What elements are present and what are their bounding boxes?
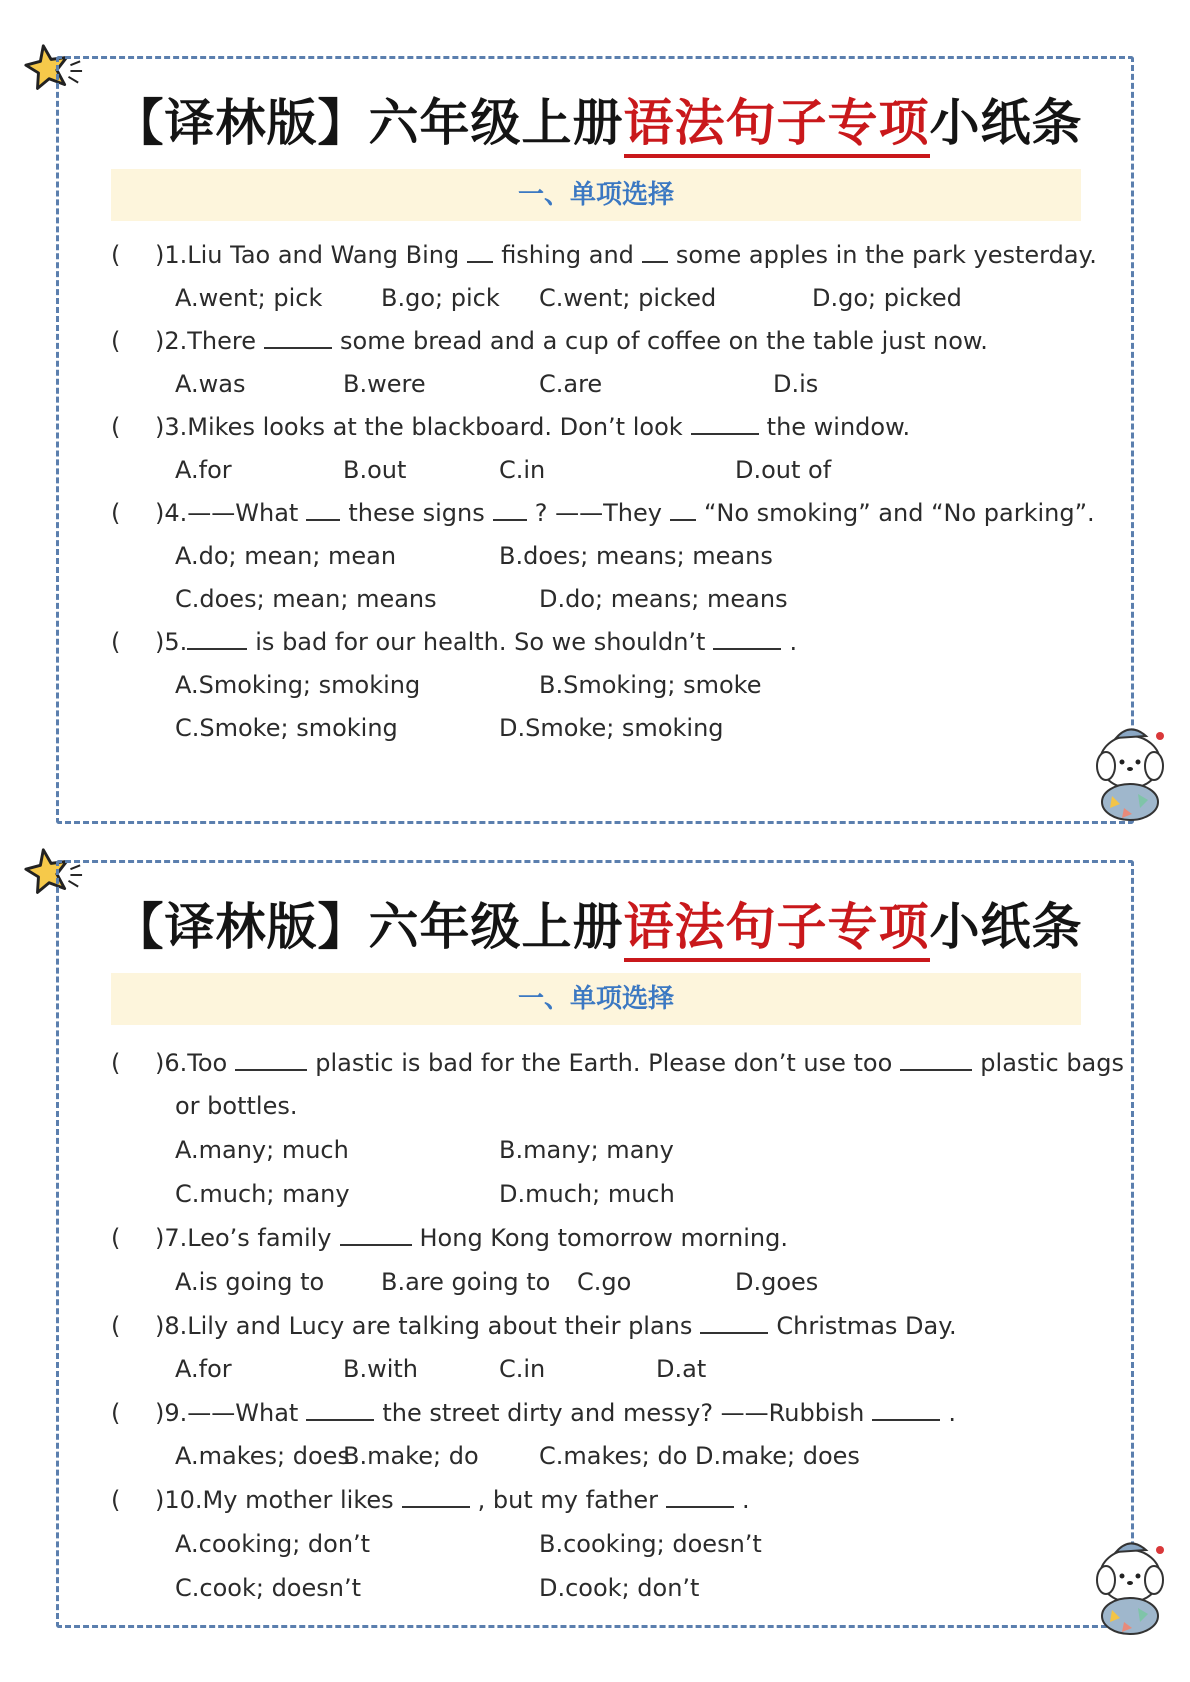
question-6-continued: or bottles. bbox=[175, 1092, 298, 1120]
question-5: ( )5. is bad for our health. So we shouldn’t . bbox=[111, 628, 798, 656]
question-4: ( )4.——What these signs ? ——They “No smoking” and “No parking”. bbox=[111, 499, 1095, 527]
option-b[interactable]: B.Smoking; smoke bbox=[539, 671, 762, 699]
option-d[interactable]: D.goes bbox=[735, 1268, 819, 1296]
option-c[interactable]: C.go bbox=[577, 1268, 632, 1296]
option-c[interactable]: C.much; many bbox=[175, 1180, 350, 1208]
option-d[interactable]: D.much; much bbox=[499, 1180, 675, 1208]
option-a[interactable]: A.for bbox=[175, 1355, 232, 1383]
option-b[interactable]: B.out bbox=[343, 456, 407, 484]
section-header: 一、单项选择 bbox=[111, 169, 1081, 221]
option-a[interactable]: A.is going to bbox=[175, 1268, 325, 1296]
option-d[interactable]: D.cook; don’t bbox=[539, 1574, 700, 1602]
option-b[interactable]: B.with bbox=[343, 1355, 419, 1383]
option-b[interactable]: B.does; means; means bbox=[499, 542, 773, 570]
option-a[interactable]: A.went; pick bbox=[175, 284, 323, 312]
option-b[interactable]: B.were bbox=[343, 370, 426, 398]
option-a[interactable]: A.cooking; don’t bbox=[175, 1530, 371, 1558]
option-a[interactable]: A.do; mean; mean bbox=[175, 542, 397, 570]
option-a[interactable]: A.many; much bbox=[175, 1136, 349, 1164]
question-10: ( )10.My mother likes , but my father . bbox=[111, 1486, 750, 1514]
option-c[interactable]: C.in bbox=[499, 1355, 546, 1383]
section-header: 一、单项选择 bbox=[111, 973, 1081, 1025]
option-d[interactable]: D.Smoke; smoking bbox=[499, 714, 724, 742]
option-a[interactable]: A.for bbox=[175, 456, 232, 484]
option-d[interactable]: D.go; picked bbox=[812, 284, 962, 312]
option-b[interactable]: B.make; do bbox=[343, 1442, 479, 1470]
option-c[interactable]: C.went; picked bbox=[539, 284, 717, 312]
page-title: 【译林版】六年级上册语法句子专项小纸条 bbox=[59, 887, 1137, 959]
option-d[interactable]: D.out of bbox=[735, 456, 832, 484]
question-6: ( )6.Too plastic is bad for the Earth. Please don’t use too plastic bags bbox=[111, 1049, 1124, 1077]
option-b[interactable]: B.go; pick bbox=[381, 284, 500, 312]
question-2: ( )2.There some bread and a cup of coffee on the table just now. bbox=[111, 327, 988, 355]
option-d[interactable]: D.at bbox=[656, 1355, 707, 1383]
question-1: ( )1.Liu Tao and Wang Bing fishing and some apples in the park yesterday. bbox=[111, 241, 1097, 269]
question-3: ( )3.Mikes looks at the blackboard. Don’t look the window. bbox=[111, 413, 911, 441]
worksheet-card-1 bbox=[56, 56, 1134, 824]
option-c[interactable]: C.cook; doesn’t bbox=[175, 1574, 361, 1602]
option-c[interactable]: C.Smoke; smoking bbox=[175, 714, 398, 742]
option-b[interactable]: B.cooking; doesn’t bbox=[539, 1530, 762, 1558]
option-a[interactable]: A.makes; does bbox=[175, 1442, 350, 1470]
worksheet-card-2 bbox=[56, 860, 1134, 1628]
question-7: ( )7.Leo’s family Hong Kong tomorrow morning. bbox=[111, 1224, 788, 1252]
question-9: ( )9.——What the street dirty and messy? ——Rubbish . bbox=[111, 1399, 956, 1427]
option-c[interactable]: C.are bbox=[539, 370, 603, 398]
question-8: ( )8.Lily and Lucy are talking about their plans Christmas Day. bbox=[111, 1312, 957, 1340]
option-c[interactable]: C.does; mean; means bbox=[175, 585, 437, 613]
option-c[interactable]: C.makes; do bbox=[539, 1442, 688, 1470]
option-a[interactable]: A.was bbox=[175, 370, 246, 398]
option-d[interactable]: D.make; does bbox=[695, 1442, 860, 1470]
option-b[interactable]: B.are going to bbox=[381, 1268, 551, 1296]
puppy-mascot-icon bbox=[1090, 1536, 1170, 1636]
page-title: 【译林版】六年级上册语法句子专项小纸条 bbox=[59, 83, 1137, 155]
option-c[interactable]: C.in bbox=[499, 456, 546, 484]
puppy-mascot-icon bbox=[1090, 722, 1170, 822]
option-b[interactable]: B.many; many bbox=[499, 1136, 674, 1164]
option-d[interactable]: D.do; means; means bbox=[539, 585, 788, 613]
option-a[interactable]: A.Smoking; smoking bbox=[175, 671, 421, 699]
option-d[interactable]: D.is bbox=[773, 370, 819, 398]
